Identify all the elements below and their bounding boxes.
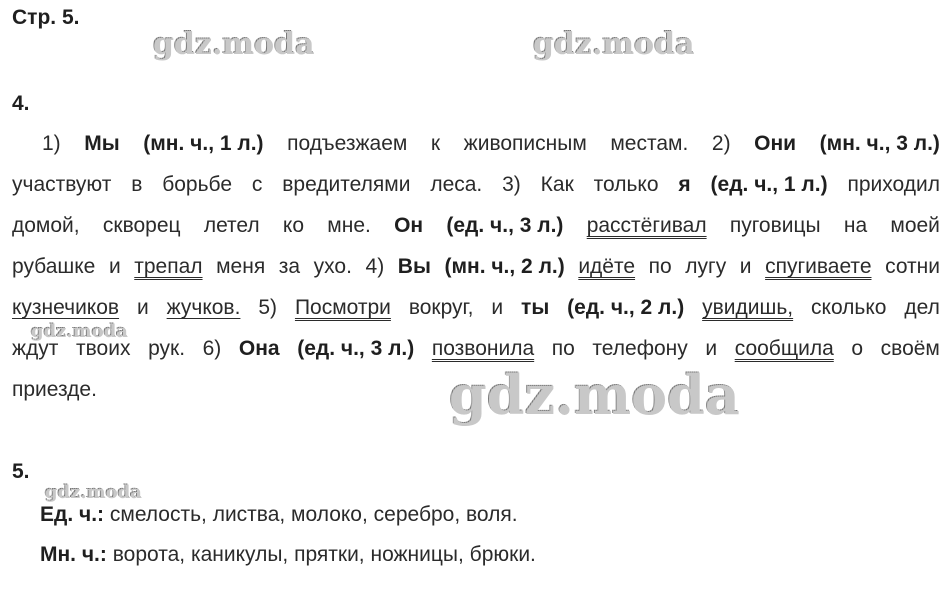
verb-underlined: расстёгивал <box>586 214 707 237</box>
text-line <box>12 246 940 287</box>
word: пуговицы <box>729 214 821 237</box>
object-underlined: кузнечиков <box>12 296 120 319</box>
pronoun-or-grammar-note: (ед. ч., 2 л.) <box>567 296 685 319</box>
singular-row <box>40 503 518 527</box>
word: на <box>843 214 868 237</box>
pronoun-or-grammar-note: Они <box>754 132 797 155</box>
text-line <box>12 328 940 369</box>
plural-words: ворота, каникулы, прятки, ножницы, брюки. <box>112 543 536 566</box>
verb-underlined: спугиваете <box>765 255 872 278</box>
word: скворец <box>102 214 181 237</box>
word: борьбе <box>162 173 233 196</box>
word: приезде. <box>12 378 97 401</box>
word: леса. <box>430 173 483 196</box>
word: мне. <box>327 214 371 237</box>
exercise-number: 4. <box>12 92 30 115</box>
word: о <box>851 337 864 360</box>
plural-label: Мн. ч.: <box>40 543 107 566</box>
word: местам. <box>610 132 689 155</box>
pronoun-or-grammar-note: (мн. ч., 2 л.) <box>444 255 565 278</box>
word: Как <box>540 173 574 196</box>
text-line <box>12 287 940 328</box>
word: летел <box>203 214 260 237</box>
word: твоих <box>76 337 131 360</box>
word: к <box>430 132 441 155</box>
page-label: Стр. 5. <box>12 6 80 29</box>
pronoun-or-grammar-note: (мн. ч., 3 л.) <box>819 132 940 155</box>
pronoun-or-grammar-note: (ед. ч., 3 л.) <box>297 337 415 360</box>
word: 4) <box>365 255 385 278</box>
verb-underlined: увидишь, <box>702 296 794 319</box>
word: подъезжаем <box>287 132 408 155</box>
word: вокруг, <box>408 296 474 319</box>
word: 5) <box>258 296 278 319</box>
plural-row <box>40 543 536 567</box>
singular-words: смелость, листва, молоко, серебро, воля. <box>109 503 518 526</box>
word: ухо. <box>313 255 352 278</box>
word: ко <box>282 214 305 237</box>
verb-underlined: сообщила <box>734 337 834 360</box>
word: рубашке <box>12 255 96 278</box>
word: и <box>705 337 718 360</box>
word: и <box>136 296 149 319</box>
watermark-logo: gdz.moda <box>30 320 127 341</box>
text-line <box>12 369 940 410</box>
word: живописным <box>463 132 587 155</box>
text-line <box>12 123 940 164</box>
watermark-logo: gdz.moda <box>448 362 739 426</box>
word: и <box>739 255 752 278</box>
word: за <box>278 255 301 278</box>
word: сотни <box>885 255 940 278</box>
text-line <box>12 164 940 205</box>
word: и <box>108 255 121 278</box>
singular-label: Ед. ч.: <box>40 503 105 526</box>
pronoun-or-grammar-note: ты <box>521 296 550 319</box>
word: лугу <box>685 255 727 278</box>
word: сколько <box>811 296 887 319</box>
word: только <box>593 173 659 196</box>
object-underlined: жучков. <box>166 296 241 319</box>
word: 2) <box>711 132 731 155</box>
word: дел <box>904 296 940 319</box>
watermark-logo: gdz.moda <box>532 26 694 61</box>
word: и <box>491 296 504 319</box>
watermark-logo: gdz.moda <box>152 26 314 61</box>
watermark-logo: gdz.moda <box>44 481 141 502</box>
pronoun-or-grammar-note: Он <box>394 214 424 237</box>
word: своём <box>880 337 940 360</box>
word: 1) <box>42 132 61 155</box>
word: телефону <box>592 337 688 360</box>
word: участвуют <box>12 173 112 196</box>
word: 3) <box>502 173 521 196</box>
verb-underlined: идёте <box>578 255 636 278</box>
word: по <box>551 337 575 360</box>
exercise-number: 5. <box>12 460 30 483</box>
word: вредителями <box>282 173 411 196</box>
pronoun-or-grammar-note: Она <box>238 337 280 360</box>
word: рук. <box>148 337 186 360</box>
pronoun-or-grammar-note: (ед. ч., 3 л.) <box>446 214 564 237</box>
pronoun-or-grammar-note: Вы <box>397 255 431 278</box>
exercise-4-text <box>12 123 940 410</box>
word: домой, <box>12 214 80 237</box>
text-line <box>12 205 940 246</box>
verb-underlined: трепал <box>134 255 203 278</box>
word: с <box>251 173 263 196</box>
word: приходил <box>847 173 940 196</box>
pronoun-or-grammar-note: я <box>678 173 691 196</box>
verb-underlined: позвонила <box>431 337 535 360</box>
pronoun-or-grammar-note: (ед. ч., 1 л.) <box>710 173 828 196</box>
word: в <box>131 173 143 196</box>
word: меня <box>216 255 266 278</box>
word: ждут <box>12 337 59 360</box>
word: 6) <box>202 337 222 360</box>
pronoun-or-grammar-note: Мы <box>84 132 120 155</box>
pronoun-or-grammar-note: (мн. ч., 1 л.) <box>143 132 264 155</box>
word: по <box>648 255 672 278</box>
word: моей <box>890 214 940 237</box>
verb-underlined: Посмотри <box>294 296 391 319</box>
